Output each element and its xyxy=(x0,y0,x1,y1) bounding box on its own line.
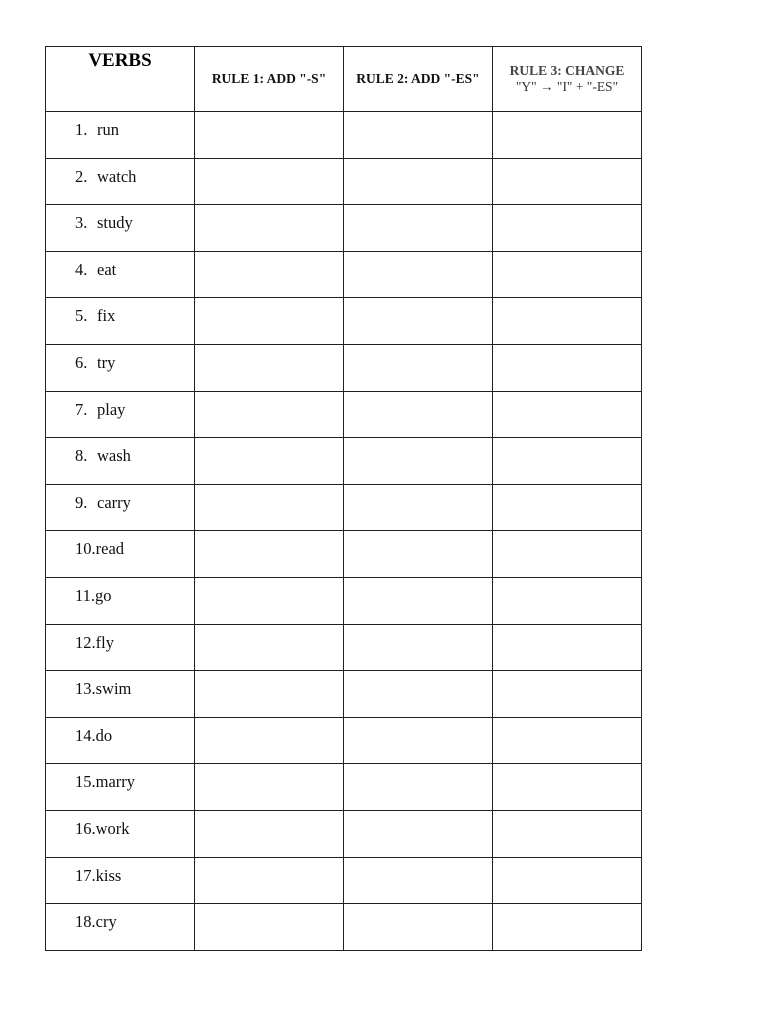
table-row xyxy=(46,112,642,159)
answer-cell-rule2[interactable] xyxy=(344,484,493,531)
answer-cell-rule2[interactable] xyxy=(344,810,493,857)
verb-word: work xyxy=(95,818,130,838)
verb-number: 12. xyxy=(75,632,96,652)
verb-cell xyxy=(46,484,195,531)
answer-cell-rule2[interactable] xyxy=(344,857,493,904)
answer-cell-rule1[interactable] xyxy=(195,158,344,205)
answer-cell-rule2[interactable] xyxy=(344,671,493,718)
verb-cell xyxy=(46,205,195,252)
answer-cell-rule3[interactable] xyxy=(493,904,642,951)
answer-cell-rule3[interactable] xyxy=(493,764,642,811)
answer-cell-rule1[interactable] xyxy=(195,344,344,391)
verb-cell xyxy=(46,391,195,438)
verb-cell xyxy=(46,344,195,391)
verb-cell xyxy=(46,298,195,345)
answer-cell-rule3[interactable] xyxy=(493,251,642,298)
answer-cell-rule3[interactable] xyxy=(493,624,642,671)
header-row xyxy=(46,47,642,112)
table-row xyxy=(46,671,642,718)
answer-cell-rule3[interactable] xyxy=(493,438,642,485)
table-row xyxy=(46,205,642,252)
answer-cell-rule1[interactable] xyxy=(195,205,344,252)
verb-number: 17. xyxy=(75,865,96,885)
answer-cell-rule3[interactable] xyxy=(493,344,642,391)
answer-cell-rule2[interactable] xyxy=(344,577,493,624)
table-row xyxy=(46,298,642,345)
answer-cell-rule1[interactable] xyxy=(195,251,344,298)
table-row xyxy=(46,484,642,531)
table-row xyxy=(46,577,642,624)
verb-cell xyxy=(46,624,195,671)
table-row xyxy=(46,251,642,298)
verb-number: 3. xyxy=(75,213,88,233)
verb-word: kiss xyxy=(95,865,122,885)
answer-cell-rule2[interactable] xyxy=(344,764,493,811)
answer-cell-rule3[interactable] xyxy=(493,484,642,531)
answer-cell-rule2[interactable] xyxy=(344,251,493,298)
answer-cell-rule3[interactable] xyxy=(493,671,642,718)
answer-cell-rule1[interactable] xyxy=(195,624,344,671)
verb-number: 4. xyxy=(75,259,88,279)
verb-word: study xyxy=(97,213,133,233)
verb-word: wash xyxy=(97,446,131,466)
answer-cell-rule3[interactable] xyxy=(493,717,642,764)
answer-cell-rule1[interactable] xyxy=(195,904,344,951)
answer-cell-rule1[interactable] xyxy=(195,577,344,624)
verb-word: cry xyxy=(95,912,117,932)
verb-word: fly xyxy=(95,632,114,652)
rule2-header: RULE 2: ADD "-ES" xyxy=(344,47,493,112)
answer-cell-rule3[interactable] xyxy=(493,531,642,578)
verb-cell xyxy=(46,158,195,205)
verb-number: 14. xyxy=(75,725,96,745)
answer-cell-rule3[interactable] xyxy=(493,158,642,205)
verb-number: 5. xyxy=(75,306,88,326)
table-row xyxy=(46,764,642,811)
answer-cell-rule1[interactable] xyxy=(195,717,344,764)
verb-word: carry xyxy=(97,492,131,512)
verb-number: 2. xyxy=(75,166,88,186)
verb-cell xyxy=(46,577,195,624)
verb-word: run xyxy=(97,120,119,139)
table-row xyxy=(46,717,642,764)
verb-rows xyxy=(46,112,642,951)
answer-cell-rule2[interactable] xyxy=(344,344,493,391)
verb-number: 8. xyxy=(75,446,88,466)
table-row xyxy=(46,904,642,951)
table-row xyxy=(46,391,642,438)
answer-cell-rule2[interactable] xyxy=(344,624,493,671)
verb-cell xyxy=(46,671,195,718)
verb-word: try xyxy=(97,352,116,372)
answer-cell-rule2[interactable] xyxy=(344,298,493,345)
answer-cell-rule1[interactable] xyxy=(195,112,344,159)
answer-cell-rule2[interactable] xyxy=(344,438,493,485)
answer-cell-rule3[interactable] xyxy=(493,810,642,857)
answer-cell-rule3[interactable] xyxy=(493,391,642,438)
verb-number: 15. xyxy=(75,772,96,792)
answer-cell-rule1[interactable] xyxy=(195,438,344,485)
rule3-header-line2: "Y" → "I" + "-ES" xyxy=(515,79,619,94)
table-row xyxy=(46,438,642,485)
rule1-header: RULE 1: ADD "-S" xyxy=(195,47,344,112)
answer-cell-rule1[interactable] xyxy=(195,671,344,718)
answer-cell-rule2[interactable] xyxy=(344,112,493,159)
verb-word: play xyxy=(97,399,126,419)
answer-cell-rule3[interactable] xyxy=(493,857,642,904)
answer-cell-rule2[interactable] xyxy=(344,531,493,578)
answer-cell-rule2[interactable] xyxy=(344,391,493,438)
verb-word: read xyxy=(95,539,125,559)
answer-cell-rule1[interactable] xyxy=(195,484,344,531)
answer-cell-rule2[interactable] xyxy=(344,205,493,252)
answer-cell-rule3[interactable] xyxy=(493,205,642,252)
table-row xyxy=(46,624,642,671)
verb-cell xyxy=(46,904,195,951)
answer-cell-rule1[interactable] xyxy=(195,857,344,904)
verb-number: 11. xyxy=(75,585,96,605)
verb-word: eat xyxy=(97,259,117,279)
table-row xyxy=(46,531,642,578)
answer-cell-rule3[interactable] xyxy=(493,577,642,624)
verbs-header: VERBS xyxy=(46,47,195,112)
verb-rules-table xyxy=(45,46,642,951)
answer-cell-rule1[interactable] xyxy=(195,764,344,811)
verb-number: 18. xyxy=(75,912,96,932)
verb-number: 10. xyxy=(75,539,96,559)
verb-number: 16. xyxy=(75,818,96,838)
answer-cell-rule2[interactable] xyxy=(344,158,493,205)
verb-cell xyxy=(46,810,195,857)
answer-cell-rule3[interactable] xyxy=(493,298,642,345)
verb-cell xyxy=(46,717,195,764)
answer-cell-rule3[interactable] xyxy=(493,112,642,159)
verb-cell xyxy=(46,857,195,904)
table-row xyxy=(46,344,642,391)
verb-word: go xyxy=(95,585,112,605)
verb-number: 6. xyxy=(75,352,88,372)
answer-cell-rule2[interactable] xyxy=(344,717,493,764)
verb-word: fix xyxy=(97,306,116,326)
verb-number: 9. xyxy=(75,492,88,512)
rule3-header xyxy=(493,47,642,112)
verb-number: 13. xyxy=(75,679,96,699)
verb-word: do xyxy=(95,725,113,745)
verb-number: 7. xyxy=(75,399,88,419)
answer-cell-rule1[interactable] xyxy=(195,810,344,857)
verb-cell xyxy=(46,112,195,159)
verb-cell xyxy=(46,531,195,578)
verb-cell xyxy=(46,438,195,485)
table-row xyxy=(46,857,642,904)
verb-number: 1. xyxy=(75,120,88,139)
answer-cell-rule1[interactable] xyxy=(195,391,344,438)
answer-cell-rule2[interactable] xyxy=(344,904,493,951)
verb-word: marry xyxy=(95,772,136,792)
verb-cell xyxy=(46,251,195,298)
verb-word: watch xyxy=(97,166,137,186)
rule3-header-line1: RULE 3: CHANGE xyxy=(509,63,625,78)
verb-word: swim xyxy=(95,679,132,699)
verb-cell xyxy=(46,764,195,811)
table-row xyxy=(46,158,642,205)
answer-cell-rule1[interactable] xyxy=(195,298,344,345)
table-row xyxy=(46,810,642,857)
answer-cell-rule1[interactable] xyxy=(195,531,344,578)
